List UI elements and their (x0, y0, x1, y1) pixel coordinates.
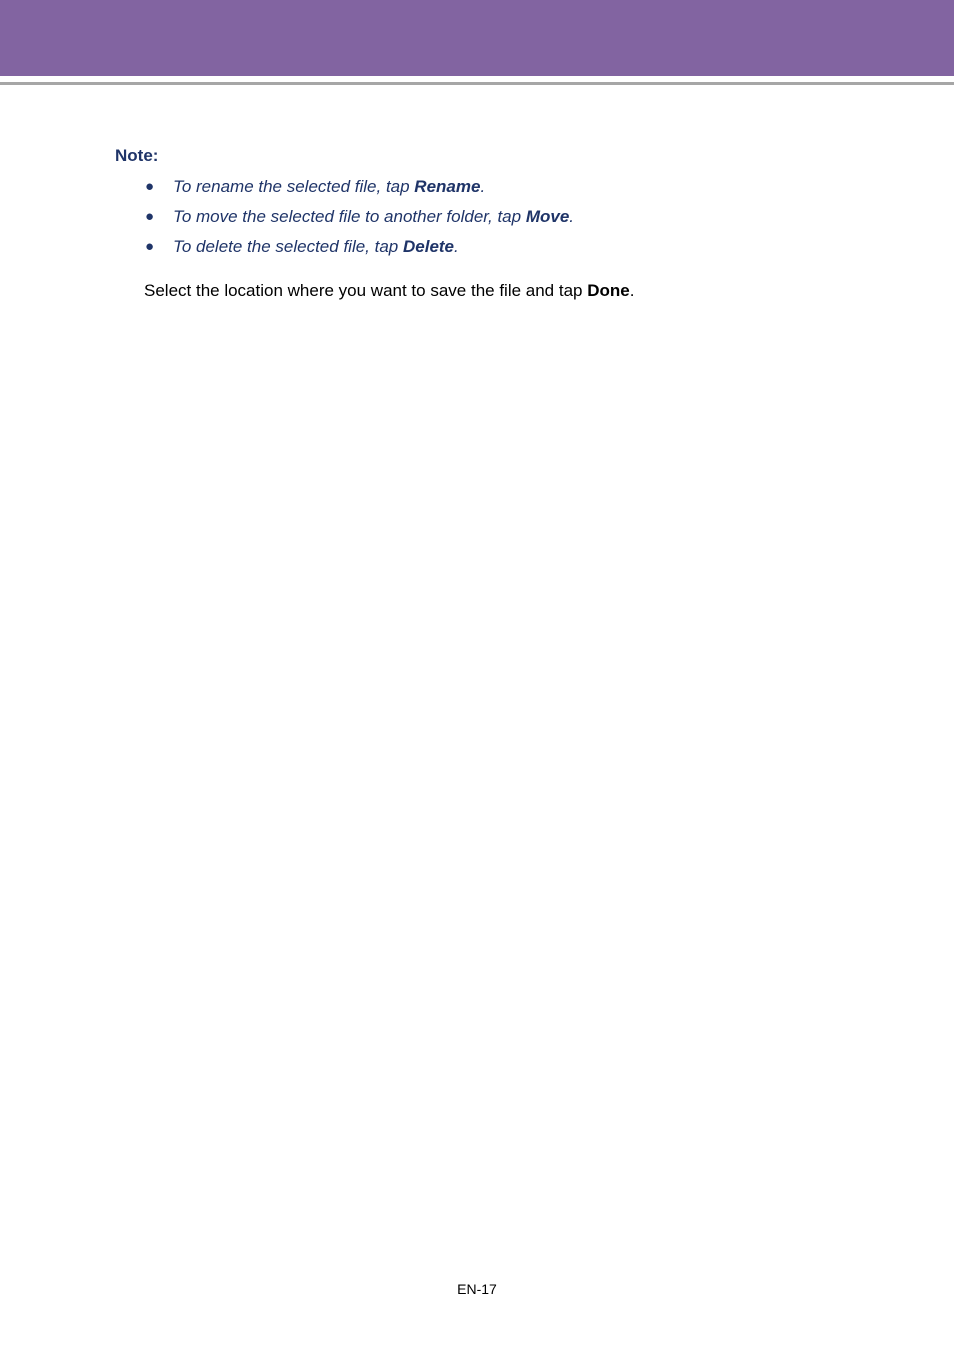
header-rule (0, 82, 954, 85)
instruction-action: Done (587, 281, 630, 300)
note-item-suffix: . (480, 177, 486, 196)
note-item-action: Move (525, 207, 570, 226)
instruction-text (144, 280, 634, 302)
note-item-move (115, 206, 875, 228)
instruction-suffix: . (629, 281, 635, 300)
page-number: EN-17 (457, 1281, 497, 1297)
note-item-suffix: . (569, 207, 575, 226)
note-item-delete (115, 236, 875, 258)
note-title: Note: (115, 146, 159, 165)
instruction-prefix: Select the location where you want to save the file and tap (144, 281, 588, 300)
note-item-text: To delete the selected file, tap (173, 237, 403, 256)
note-item-suffix: . (454, 237, 459, 256)
note-item-action: Delete (402, 237, 455, 256)
bullet-icon: ● (145, 178, 155, 195)
note-list (115, 176, 875, 258)
bullet-icon: ● (145, 238, 155, 255)
bullet-icon: ● (145, 208, 155, 225)
note-block (115, 145, 875, 266)
note-item-text: To rename the selected file, tap (173, 177, 415, 196)
note-item-text: To move the selected file to another folder, tap (173, 207, 526, 226)
note-item-rename (115, 176, 875, 198)
note-item-action: Rename (414, 177, 481, 196)
header-band (0, 0, 954, 76)
